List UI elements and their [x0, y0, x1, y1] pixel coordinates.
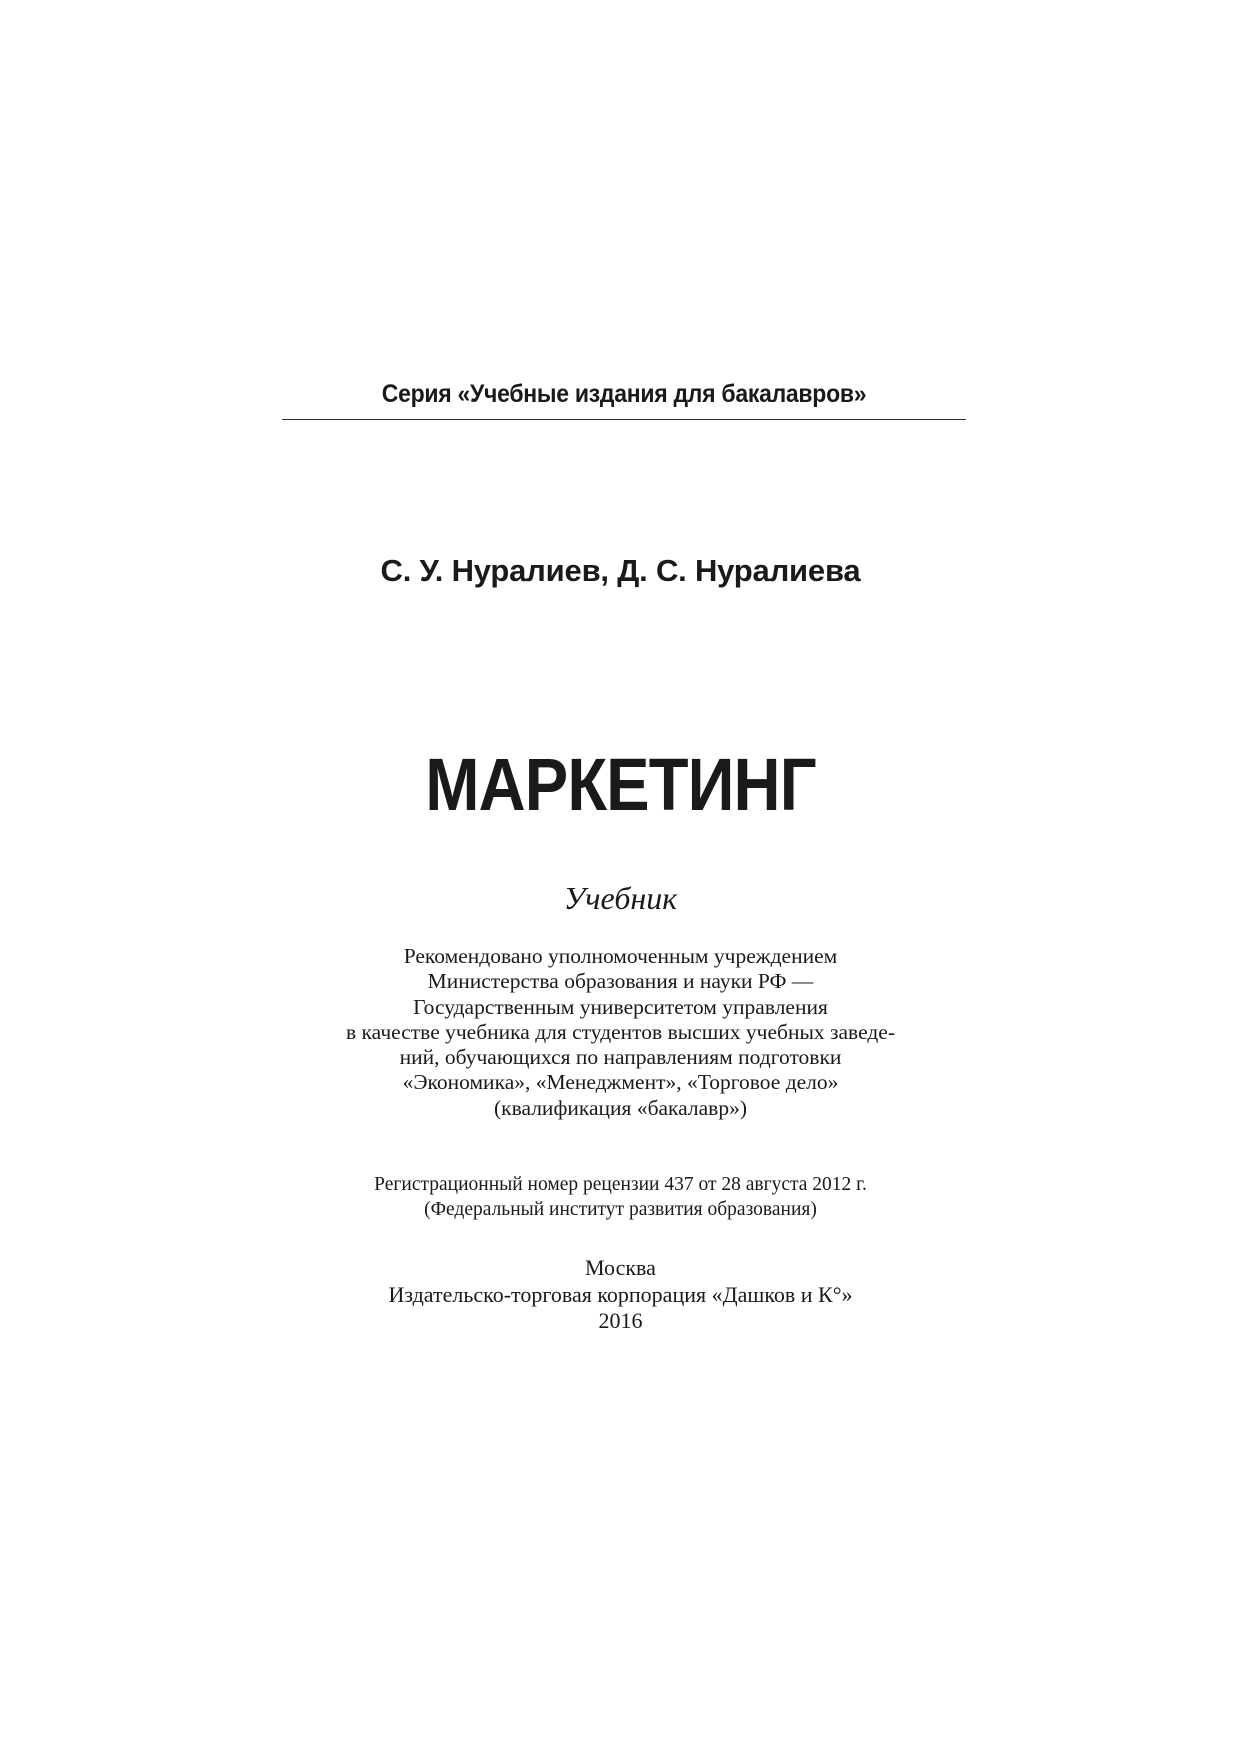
review-registration-block: [0, 1172, 1241, 1222]
recommendation-line: «Экономика», «Менеджмент», «Торговое дело»: [402, 1070, 839, 1095]
authors: С. У. Нуралиев, Д. С. Нуралиева: [380, 553, 861, 588]
series-divider: [282, 419, 966, 420]
imprint-year: 2016: [598, 1308, 643, 1333]
review-line: Регистрационный номер рецензии 437 от 28 августа 2012 г.: [374, 1174, 867, 1195]
recommendation-line: Рекомендовано уполномоченным учреждением: [403, 944, 838, 968]
recommendation-block: [0, 944, 1241, 1121]
book-subtitle: Учебник: [563, 880, 678, 916]
imprint-publisher: Издательско-торговая корпорация «Дашков и К°»: [388, 1281, 853, 1307]
review-line: (Федеральный институт развития образования): [424, 1199, 817, 1220]
recommendation-line: ний, обучающихся по направлениям подготовки: [399, 1045, 842, 1070]
imprint-city: Москва: [585, 1255, 656, 1280]
recommendation-line: Государственным университетом управления: [413, 994, 828, 1019]
recommendation-line: (квалификация «бакалавр»): [494, 1095, 747, 1120]
book-title: МАРКЕТИНГ: [425, 743, 816, 826]
recommendation-line: в качестве учебника для студентов высших учебных заведе-: [346, 1019, 895, 1044]
recommendation-line: Министерства образования и науки РФ —: [427, 969, 814, 994]
imprint-block: [0, 1255, 1241, 1335]
series-heading: Серия «Учебные издания для бакалавров»: [381, 380, 867, 408]
